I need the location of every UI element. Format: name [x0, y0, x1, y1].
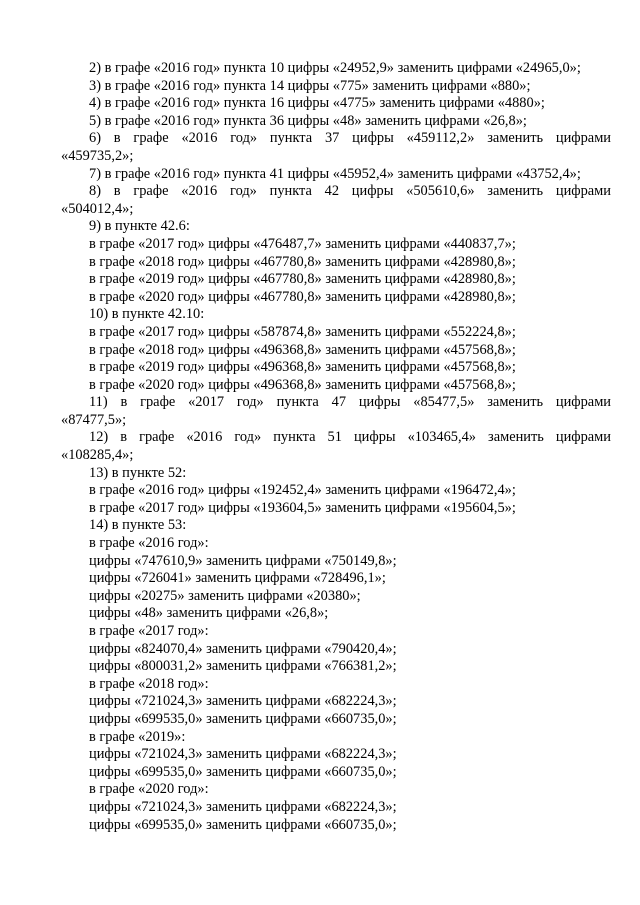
text-line: цифры «721024,3» заменить цифрами «682224,3»; [89, 693, 397, 710]
text-line: 14) в пункте 53: [89, 517, 187, 534]
text-line: 7) в графе «2016 год» пункта 41 цифры «45952,4» заменить цифрами «43752,4»; [89, 165, 581, 182]
text-line: в графе «2017 год» цифры «587874,8» заменить цифрами «552224,8»; [89, 323, 516, 340]
text-line: 11) в графе «2017 год» пункта 47 цифры «85477,5» заменить цифрами [89, 394, 611, 411]
text-line: 8) в графе «2016 год» пункта 42 цифры «505610,6» заменить цифрами [89, 183, 611, 200]
text-line: 3) в графе «2016 год» пункта 14 цифры «775» заменить цифрами «880»; [89, 77, 531, 94]
text-line: в графе «2018 год» цифры «467780,8» заменить цифрами «428980,8»; [89, 253, 516, 270]
text-line: в графе «2018 год»: [89, 675, 209, 692]
text-line: цифры «48» заменить цифрами «26,8»; [89, 605, 329, 622]
text-line: в графе «2020 год» цифры «467780,8» заменить цифрами «428980,8»; [89, 288, 516, 305]
text-line: цифры «726041» заменить цифрами «728496,1»; [89, 570, 386, 587]
text-line: «108285,4»; [61, 447, 134, 464]
text-line: в графе «2017 год» цифры «193604,5» заменить цифрами «195604,5»; [89, 499, 516, 516]
text-line: 4) в графе «2016 год» пункта 16 цифры «4775» заменить цифрами «4880»; [89, 95, 545, 112]
text-line: цифры «747610,9» заменить цифрами «750149,8»; [89, 552, 397, 569]
text-line: в графе «2018 год» цифры «496368,8» заменить цифрами «457568,8»; [89, 341, 516, 358]
text-line: цифры «699535,0» заменить цифрами «660735,0»; [89, 763, 397, 780]
text-line: 5) в графе «2016 год» пункта 36 цифры «48» заменить цифрами «26,8»; [89, 112, 527, 129]
text-line: в графе «2020 год»: [89, 781, 209, 798]
text-line: «87477,5»; [61, 411, 127, 428]
text-line: в графе «2019»: [89, 728, 186, 745]
text-line: 12) в графе «2016 год» пункта 51 цифры «103465,4» заменить цифрами [89, 429, 611, 446]
text-line: цифры «699535,0» заменить цифрами «660735,0»; [89, 710, 397, 727]
text-line: цифры «824070,4» заменить цифрами «790420,4»; [89, 640, 397, 657]
text-line: цифры «20275» заменить цифрами «20380»; [89, 587, 361, 604]
text-line: «504012,4»; [61, 200, 134, 217]
text-line: цифры «699535,0» заменить цифрами «660735,0»; [89, 816, 397, 833]
text-line: 6) в графе «2016 год» пункта 37 цифры «459112,2» заменить цифрами [89, 130, 611, 147]
text-line: в графе «2017 год» цифры «476487,7» заменить цифрами «440837,7»; [89, 235, 516, 252]
text-line: 2) в графе «2016 год» пункта 10 цифры «24952,9» заменить цифрами «24965,0»; [89, 60, 581, 76]
text-line: «459735,2»; [61, 147, 134, 164]
document-text [61, 60, 611, 834]
text-line: цифры «800031,2» заменить цифрами «766381,2»; [89, 658, 397, 675]
text-line: 13) в пункте 52: [89, 464, 187, 481]
text-line: в графе «2016 год»: [89, 535, 209, 552]
text-line: в графе «2019 год» цифры «467780,8» заменить цифрами «428980,8»; [89, 271, 516, 288]
text-line: цифры «721024,3» заменить цифрами «682224,3»; [89, 746, 397, 763]
text-line: в графе «2017 год»: [89, 623, 209, 639]
text-line: цифры «721024,3» заменить цифрами «682224,3»; [89, 798, 397, 815]
text-line: в графе «2019 год» цифры «496368,8» заменить цифрами «457568,8»; [89, 359, 516, 376]
text-line: 10) в пункте 42.10: [89, 306, 205, 323]
text-line: в графе «2016 год» цифры «192452,4» заменить цифрами «196472,4»; [89, 482, 516, 499]
text-line: в графе «2020 год» цифры «496368,8» заменить цифрами «457568,8»; [89, 376, 516, 393]
text-line: 9) в пункте 42.6: [89, 218, 190, 235]
